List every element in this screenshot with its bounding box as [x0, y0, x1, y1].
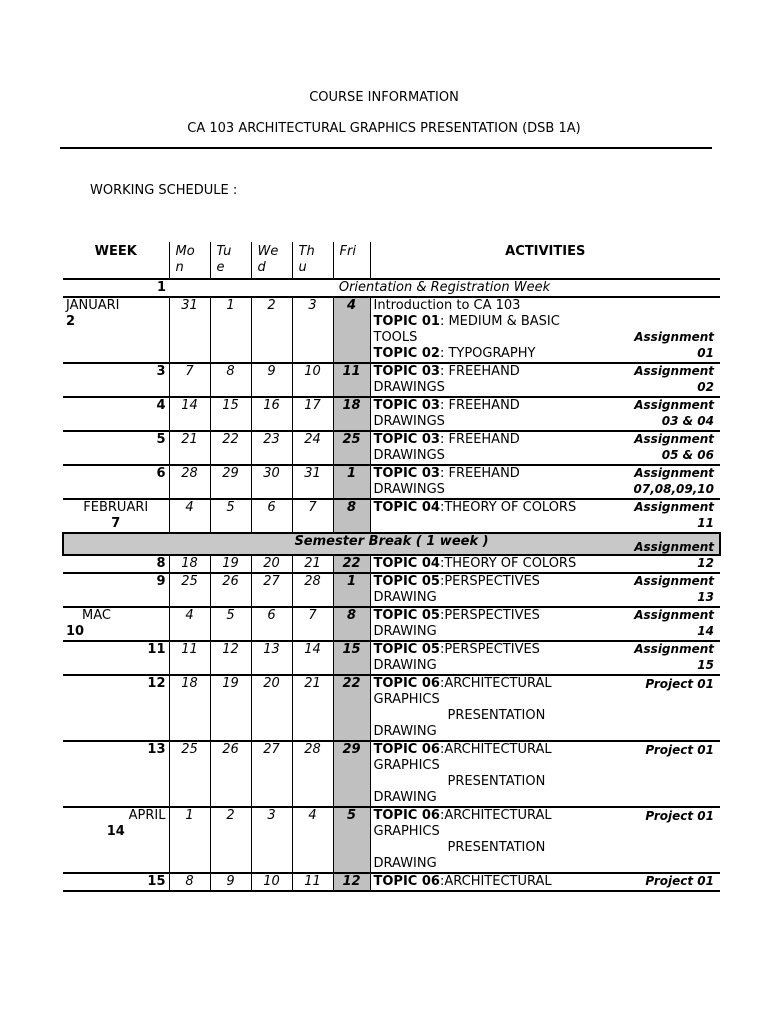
activity-text: GRAPHICS [373, 824, 440, 839]
activity-line [374, 466, 619, 482]
assignment-text: Assignment [634, 540, 714, 554]
table-row [63, 363, 720, 397]
activity-text: :PERSPECTIVES [439, 574, 540, 589]
activity-line [374, 874, 619, 890]
week-number: 14 [106, 824, 125, 839]
day-date: 3 [292, 297, 333, 363]
day-date: 7 [169, 363, 210, 397]
day-date: 9 [210, 873, 251, 891]
assignment-text: 01 [697, 346, 714, 360]
day-date: 27 [251, 573, 292, 607]
assignment-text: 02 [697, 380, 714, 394]
day-date: 31 [169, 297, 210, 363]
day-date: 6 [251, 607, 292, 641]
week-number: 11 [147, 642, 166, 657]
topic-label: TOPIC 02 [373, 346, 440, 361]
activity-cell [370, 363, 720, 397]
day-date: 5 [210, 499, 251, 533]
topic-label: TOPIC 03 [373, 398, 440, 413]
activity-line [374, 298, 619, 314]
day-date: 6 [251, 499, 292, 533]
assignment-label [614, 397, 714, 429]
week-number: 2 [66, 314, 76, 329]
activity-text: :ARCHITECTURAL [439, 808, 552, 823]
activity-text: :THEORY OF COLORS [439, 556, 577, 571]
table-row [63, 465, 720, 499]
month-label: APRIL [128, 808, 166, 823]
activity-text: DRAWING [373, 790, 437, 805]
activity-line [374, 692, 619, 708]
activity-line [374, 346, 619, 362]
day-date: 19 [210, 675, 251, 741]
table-row [63, 297, 720, 363]
week-number: 5 [156, 432, 166, 447]
assignment-label [614, 363, 714, 395]
activity-text: :ARCHITECTURAL [439, 874, 552, 889]
activity-text: DRAWING [373, 658, 437, 673]
topic-label: TOPIC 01 [373, 314, 440, 329]
activity-line [374, 330, 619, 346]
day-date: 1 [169, 807, 210, 873]
day-date: 14 [292, 641, 333, 675]
week-number: 6 [156, 466, 166, 481]
activity-line [374, 574, 619, 590]
topic-label: TOPIC 05 [373, 574, 440, 589]
table-row [63, 873, 720, 891]
assignment-label [614, 808, 714, 824]
activity-text: PRESENTATION [447, 774, 546, 789]
week-number: 8 [156, 556, 166, 571]
fri-header: Fri [333, 242, 370, 279]
day-date: 7 [292, 499, 333, 533]
activity-cell [370, 741, 720, 807]
activity-line [374, 840, 619, 856]
activity-line [374, 414, 619, 430]
activity-cell [370, 675, 720, 741]
activity-line [374, 808, 619, 824]
activity-line [374, 380, 619, 396]
title-divider [60, 147, 712, 149]
table-row-week-1 [63, 279, 720, 297]
activity-text: DRAWING [373, 856, 437, 871]
table-row [63, 675, 720, 741]
activity-text: DRAWING [373, 724, 437, 739]
fri-date: 1 [333, 465, 370, 499]
day-date: 22 [210, 431, 251, 465]
activity-cell [370, 807, 720, 873]
activity-line [374, 556, 619, 572]
week-header: WEEK [63, 242, 169, 279]
activity-cell [370, 297, 720, 363]
week-cell [63, 807, 169, 873]
table-row [63, 573, 720, 607]
document-title: COURSE INFORMATION [309, 90, 459, 105]
week-cell [63, 573, 169, 607]
assignment-text: 05 & 06 [661, 448, 714, 462]
month-label: JANUARI [66, 298, 120, 313]
assignment-text: 07,08,09,10 [633, 482, 714, 496]
fri-date: 8 [333, 499, 370, 533]
activity-text: : FREEHAND [439, 432, 520, 447]
activity-text: :THEORY OF COLORS [439, 500, 577, 515]
table-row [63, 555, 720, 573]
topic-label: TOPIC 04 [373, 500, 440, 515]
assignment-text: Assignment [634, 500, 714, 514]
day-date: 21 [292, 555, 333, 573]
day-date: 27 [251, 741, 292, 807]
fri-date: 18 [333, 397, 370, 431]
activity-line [374, 774, 619, 790]
activity-cell [370, 499, 720, 533]
activity-text: DRAWING [373, 624, 437, 639]
activity-text: PRESENTATION [447, 840, 546, 855]
day-date: 11 [169, 641, 210, 675]
day-date: 30 [251, 465, 292, 499]
assignment-label [614, 329, 714, 361]
day-date: 28 [292, 741, 333, 807]
assignment-text: Project 01 [645, 743, 714, 757]
table-row [63, 641, 720, 675]
table-row [63, 431, 720, 465]
activity-text: DRAWINGS [373, 414, 445, 429]
assignment-text: Assignment [634, 574, 714, 588]
activity-line [374, 856, 619, 872]
assignment-text: Assignment [634, 398, 714, 412]
day-date: 16 [251, 397, 292, 431]
day-date: 26 [210, 573, 251, 607]
assignment-text: Assignment [634, 608, 714, 622]
day-date: 10 [292, 363, 333, 397]
assignment-text: Assignment [634, 432, 714, 446]
topic-label: TOPIC 03 [373, 364, 440, 379]
assignment-text: 03 & 04 [661, 414, 714, 428]
day-date: 10 [251, 873, 292, 891]
week-cell [63, 499, 169, 533]
week-cell [63, 297, 169, 363]
assignment-label [614, 873, 714, 889]
activity-cell [370, 573, 720, 607]
day-date: 17 [292, 397, 333, 431]
activity-line [374, 608, 619, 624]
activity-text: : MEDIUM & BASIC [439, 314, 560, 329]
week-number: 15 [147, 874, 166, 889]
day-date: 18 [169, 675, 210, 741]
fri-date: 22 [333, 675, 370, 741]
activity-cell [370, 641, 720, 675]
week-number: 12 [147, 676, 166, 691]
topic-label: TOPIC 06 [373, 676, 440, 691]
activity-text: Introduction to CA 103 [373, 298, 521, 313]
day-date: 29 [210, 465, 251, 499]
fri-date: 11 [333, 363, 370, 397]
topic-label: TOPIC 03 [373, 432, 440, 447]
day-date: 3 [251, 807, 292, 873]
activity-line [374, 500, 619, 516]
thu-header: Th u [292, 242, 333, 279]
activity-text: DRAWINGS [373, 380, 445, 395]
week-number: 3 [156, 364, 166, 379]
day-date: 21 [169, 431, 210, 465]
assignment-text: Project 01 [645, 677, 714, 691]
tue-header: Tu e [210, 242, 251, 279]
activity-text: DRAWINGS [373, 448, 445, 463]
assignment-label [614, 499, 714, 531]
day-date: 19 [210, 555, 251, 573]
week-cell [63, 397, 169, 431]
fri-date: 12 [333, 873, 370, 891]
fri-date: 29 [333, 741, 370, 807]
month-label: FEBRUARI [83, 500, 149, 515]
day-date: 28 [169, 465, 210, 499]
activity-text: : FREEHAND [439, 466, 520, 481]
topic-label: TOPIC 06 [373, 808, 440, 823]
day-date: 12 [210, 641, 251, 675]
topic-label: TOPIC 03 [373, 466, 440, 481]
day-date: 25 [169, 573, 210, 607]
mon-header: Mo n [169, 242, 210, 279]
day-date: 4 [169, 607, 210, 641]
activity-text: : FREEHAND [439, 398, 520, 413]
assignment-text: 14 [697, 624, 714, 638]
activity-line [374, 482, 619, 498]
day-date: 9 [251, 363, 292, 397]
activities-header: ACTIVITIES [370, 242, 720, 279]
activity-text: :PERSPECTIVES [439, 642, 540, 657]
table-row [63, 397, 720, 431]
assignment-label [614, 465, 714, 497]
activity-line [374, 658, 619, 674]
activity-cell [370, 873, 720, 891]
day-date: 4 [292, 807, 333, 873]
day-date: 13 [251, 641, 292, 675]
activity-line [374, 364, 619, 380]
assignment-text: Assignment [634, 466, 714, 480]
week-cell [63, 607, 169, 641]
activity-text: :PERSPECTIVES [439, 608, 540, 623]
activity-line [374, 758, 619, 774]
wed-header: We d [251, 242, 292, 279]
day-date: 2 [210, 807, 251, 873]
day-date: 26 [210, 741, 251, 807]
week-number: 13 [147, 742, 166, 757]
week-cell [63, 363, 169, 397]
day-date: 4 [169, 499, 210, 533]
week-number: 4 [156, 398, 166, 413]
activity-line [374, 724, 619, 740]
activity-text: : TYPOGRAPHY [439, 346, 536, 361]
fri-date: 1 [333, 573, 370, 607]
day-date: 23 [251, 431, 292, 465]
activity-line [374, 676, 619, 692]
activity-text: DRAWINGS [373, 482, 445, 497]
activity-cell [370, 540, 720, 573]
topic-label: TOPIC 06 [373, 742, 440, 757]
day-date: 2 [251, 297, 292, 363]
assignment-text: Project 01 [645, 809, 714, 823]
assignment-label [614, 539, 714, 571]
day-date: 24 [292, 431, 333, 465]
assignment-text: 11 [697, 516, 714, 530]
fri-date: 4 [333, 297, 370, 363]
fri-date: 15 [333, 641, 370, 675]
table-row [63, 607, 720, 641]
activity-line [374, 642, 619, 658]
day-date: 7 [292, 607, 333, 641]
activity-line [374, 590, 619, 606]
day-date: 25 [169, 741, 210, 807]
activity-text: GRAPHICS [373, 692, 440, 707]
assignment-label [614, 431, 714, 463]
day-date: 5 [210, 607, 251, 641]
assignment-label [614, 641, 714, 673]
assignment-text: Assignment [634, 642, 714, 656]
assignment-text: 12 [697, 556, 714, 570]
day-date: 20 [251, 675, 292, 741]
activity-line [374, 742, 619, 758]
activity-line [374, 624, 619, 640]
activity-text: DRAWING [373, 590, 437, 605]
week-cell [63, 431, 169, 465]
assignment-label [614, 607, 714, 639]
topic-label: TOPIC 06 [373, 874, 440, 889]
assignment-text: Project 01 [645, 874, 714, 888]
topic-label: TOPIC 05 [373, 642, 440, 657]
week-number: 9 [156, 574, 166, 589]
week-cell [63, 555, 169, 573]
assignment-label [614, 742, 714, 758]
day-date: 18 [169, 555, 210, 573]
day-date: 15 [210, 397, 251, 431]
orientation-cell: Orientation & Registration Week [169, 279, 720, 297]
fri-date: 8 [333, 607, 370, 641]
activity-text: GRAPHICS [373, 758, 440, 773]
activity-text: :ARCHITECTURAL [439, 676, 552, 691]
day-date: 28 [292, 573, 333, 607]
fri-date: 22 [333, 555, 370, 573]
header-row [63, 242, 720, 279]
activity-line [374, 708, 619, 724]
month-label: MAC [82, 608, 111, 623]
day-date: 31 [292, 465, 333, 499]
week-cell [63, 873, 169, 891]
assignment-text: 13 [697, 590, 714, 604]
table-row [63, 807, 720, 873]
day-date: 20 [251, 555, 292, 573]
topic-label: TOPIC 05 [373, 608, 440, 623]
semester-break-cell: Semester Break ( 1 week ) [63, 533, 720, 555]
activity-line [374, 824, 619, 840]
week-cell [63, 675, 169, 741]
course-title: CA 103 ARCHITECTURAL GRAPHICS PRESENTATION (DSB 1A) [187, 121, 581, 136]
day-date: 21 [292, 675, 333, 741]
assignment-label [614, 573, 714, 605]
activity-line [374, 432, 619, 448]
activity-line [374, 448, 619, 464]
activity-cell [370, 431, 720, 465]
fri-date: 25 [333, 431, 370, 465]
activity-text: :ARCHITECTURAL [439, 742, 552, 757]
day-date: 8 [210, 363, 251, 397]
topic-label: TOPIC 04 [373, 556, 440, 571]
activity-text: PRESENTATION [447, 708, 546, 723]
week-number: 10 [66, 624, 85, 639]
table-row [63, 741, 720, 807]
day-date: 14 [169, 397, 210, 431]
week-cell [63, 741, 169, 807]
activity-cell [370, 607, 720, 641]
week-cell [63, 641, 169, 675]
week-number: 7 [111, 516, 121, 531]
activity-line [374, 790, 619, 806]
activity-cell [370, 397, 720, 431]
schedule-label: WORKING SCHEDULE : [90, 183, 238, 198]
assignment-text: Assignment [634, 330, 714, 344]
activity-cell [370, 465, 720, 499]
assignment-text: Assignment [634, 364, 714, 378]
table-row [63, 499, 720, 533]
activity-text: TOOLS [373, 330, 418, 345]
week-cell [63, 465, 169, 499]
fri-date: 5 [333, 807, 370, 873]
week-number: 1 [63, 279, 169, 297]
assignment-text: 15 [697, 658, 714, 672]
day-date: 8 [169, 873, 210, 891]
day-date: 1 [210, 297, 251, 363]
schedule-table [62, 242, 721, 892]
assignment-label [614, 676, 714, 692]
activity-line [374, 314, 619, 330]
activity-text: : FREEHAND [439, 364, 520, 379]
activity-line [374, 398, 619, 414]
day-date: 11 [292, 873, 333, 891]
